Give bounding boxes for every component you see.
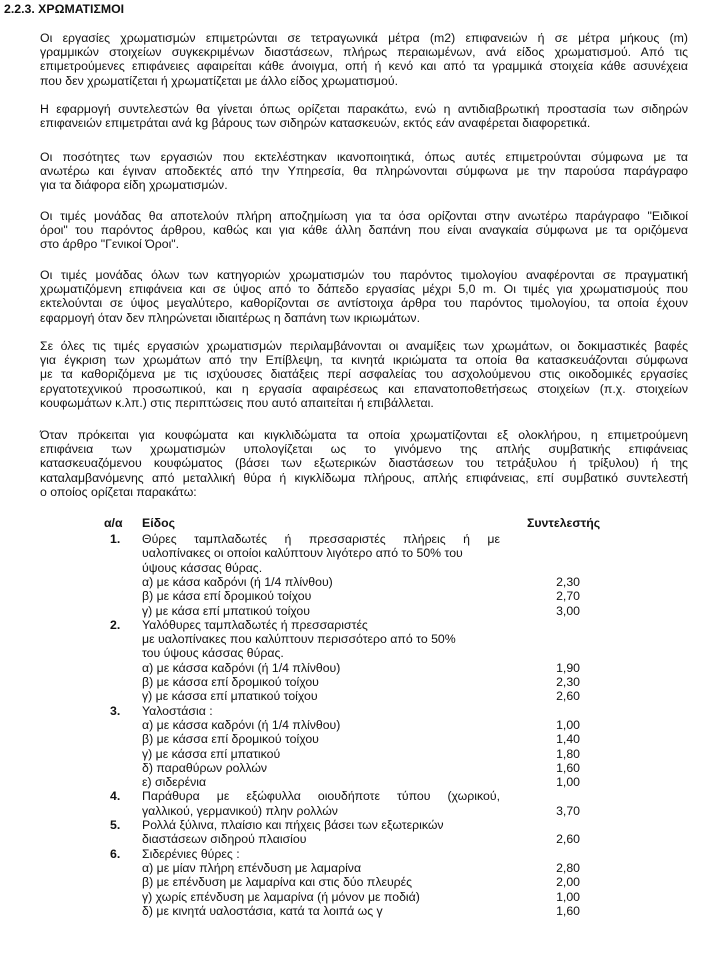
- paragraph-line: Όταν πρόκειται για κουφώματα και κιγκλιδώματα τα οποία χρωματίζονται εξ ολοκλήρου, η επιμετρούμενη: [40, 428, 688, 442]
- row-description: δ) με κινητά υαλοστάσια, κατά τα λοιπά ως γ: [142, 903, 383, 918]
- row-coefficient: 1,60: [556, 760, 580, 775]
- paragraph-line: κουφωμάτων κ.λπ.) στις περιπτώσεις που αυτό απαιτείται ή επιβάλλεται.: [40, 395, 434, 410]
- row-number: 4.: [110, 789, 121, 804]
- row-coefficient: 2,60: [556, 689, 580, 704]
- row-coefficient: 3,70: [556, 803, 580, 818]
- paragraph-line: κατασκευαζόμενου κουφώματος (βάσει των εξωτερικών διαστάσεων του τετράξυλου ή τρίξυλου) ή της: [40, 456, 688, 471]
- paragraph-line: για τα διάφορα είδη χρωματισμών.: [40, 178, 228, 193]
- row-coefficient: 1,90: [556, 660, 580, 675]
- row-coefficient: 1,00: [556, 889, 580, 904]
- row-coefficient: 2,70: [556, 589, 580, 604]
- paragraph-line: ο οποίος ορίζεται παρακάτω:: [40, 484, 197, 499]
- table-header-coefficient: Συντελεστής: [527, 516, 601, 530]
- row-coefficient: 2,30: [556, 574, 580, 589]
- row-coefficient: 1,40: [556, 732, 580, 747]
- row-description: β) με επένδυση με λαμαρίνα και στις δύο πλευρές: [142, 875, 413, 890]
- table-header-index: α/α: [104, 516, 123, 530]
- row-number: 6.: [110, 846, 121, 861]
- paragraph: [40, 31, 688, 88]
- section-heading: 2.2.3. ΧΡΩΜΑΤΙΣΜΟΙ: [4, 2, 125, 16]
- paragraph: [40, 428, 688, 499]
- paragraph-line: με τα καθοριζόμενα με τις ισχύουσες διατάξεις περί ασφαλείας του ασχολούμενου στις οικοδομικές εργασίες: [40, 367, 688, 382]
- row-coefficient: 2,60: [556, 832, 580, 847]
- table-header-item: Είδος: [142, 516, 175, 530]
- paragraph-line: επιφανειών επιμετράται ανά kg βάρους των σιδηρών κατασκευών, εκτός εάν αναφέρεται διαφορετικά.: [40, 116, 591, 131]
- row-description: Υαλοστάσια :: [142, 703, 213, 718]
- paragraph-line: εκτελούνται σε ύψος μεγαλύτερο, καθορίζονται σε αντίστοιχα άρθρα του παρόντος τιμολογίου, τα οποία έχουν: [40, 296, 688, 311]
- paragraph-line: Οι τιμές μονάδας θα αποτελούν πλήρη αποζημίωση για τα όσα ορίζονται στην ανωτέρω παράγραφο "Ειδικοί: [40, 209, 688, 223]
- row-description: α) με κάσσα καδρόνι (ή 1/4 πλίνθου): [142, 717, 341, 732]
- row-description: Ρολλά ξύλινα, πλαίσιο και πήχεις βάσει των εξωτερικών: [142, 818, 444, 832]
- row-description: δ) παραθύρων ρολλών: [142, 760, 268, 775]
- paragraph-line: Η εφαρμογή συντελεστών θα γίνεται όπως ορίζεται παρακάτω, ενώ η αντιδιαβρωτική προστασία των σιδηρών: [40, 102, 688, 116]
- row-description: Θύρες ταμπλαδωτές ή πρεσσαριστές πλήρεις ή με: [142, 532, 500, 546]
- row-description: γ) χωρίς επένδυση με λαμαρίνα (ή μόνον με ποδιά): [142, 889, 420, 904]
- paragraph-line: εργατοτεχνικού προσωπικού, και η εργασία αφαιρέσεως και επανατοποθετήσεως στοιχείων (π.χ. στοιχείων: [40, 381, 688, 396]
- row-description: γαλλικού, γερμανικού) πλην ρολλών: [142, 803, 338, 818]
- row-coefficient: 2,00: [556, 875, 580, 890]
- row-description: α) με μίαν πλήρη επένδυση με λαμαρίνα: [142, 860, 362, 875]
- row-number: 3.: [110, 703, 121, 718]
- row-number: 2.: [110, 617, 121, 632]
- paragraph-line: γραμμικών στοιχείων συγκεκριμένων διαστάσεων, πλήρως περαιωμένων, ανά είδος χρωματισμού. Από τις: [40, 45, 688, 60]
- row-description: υαλοπίνακες οι οποίοι καλύπτουν λιγότερο από το 50% του: [142, 546, 463, 561]
- row-description: με υαλοπίνακες που καλύπτουν περισσότερο από το 50%: [142, 632, 456, 647]
- paragraph: [40, 209, 688, 252]
- row-number: 5.: [110, 818, 121, 832]
- row-description: γ) με κάσσα επί μπατικού: [142, 746, 281, 761]
- row-coefficient: 1,60: [556, 903, 580, 918]
- row-description: Παράθυρα με εξώφυλλα οιουδήποτε τύπου (χωρικού,: [142, 789, 500, 804]
- paragraph: [40, 339, 688, 410]
- row-description: α) με κάσσα καδρόνι (ή 1/4 πλίνθου): [142, 660, 341, 675]
- paragraph-line: Οι τιμές μονάδας όλων των κατηγοριών χρωματισμών του παρόντος τιμολογίου αναφέρονται σε πραγματική: [40, 268, 688, 282]
- row-description: του ύψους κάσσας θύρας.: [142, 646, 284, 661]
- paragraph-line: καταλαμβανόμενης από μεταλλική θύρα ή κιγκλίδωμα πλήρους, απλής επιφάνειας, επί συμβατικό συντελεστή: [40, 470, 688, 485]
- paragraph: [40, 150, 688, 193]
- paragraph: [40, 268, 688, 325]
- paragraph-line: ανωτέρω και έγιναν αποδεκτές από την Υπηρεσία, θα πληρώνονται σύμφωνα με την παρούσα παράγραφο: [40, 164, 688, 179]
- row-description: ύψους κάσσας θύρας.: [142, 560, 263, 575]
- paragraph-line: Οι εργασίες χρωματισμών επιμετρώνται σε τετραγωνικά μέτρα (m2) επιφανειών ή σε μέτρα μήκους (m): [40, 31, 688, 45]
- row-description: γ) με κάσσα επί μπατικού τοίχου: [142, 689, 318, 704]
- row-description: α) με κάσα καδρόνι (ή 1/4 πλίνθου): [142, 574, 333, 589]
- row-coefficient: 3,00: [556, 603, 580, 618]
- row-description: β) με κάσσα επί δρομικού τοίχου: [142, 675, 319, 689]
- paragraph: [40, 102, 688, 130]
- row-description: γ) με κάσα επί μπατικού τοίχου: [142, 603, 310, 618]
- paragraph-line: στο άρθρο "Γενικοί Όροι".: [40, 237, 180, 252]
- paragraph-line: επιμετρούμενες επιφάνειες αφαιρείται κάθε άνοιγμα, οπή ή κενό και από τα γραμμικά στοιχεία κάθε ασυνέχεια: [40, 59, 688, 74]
- paragraph-line: εφαρμογή όταν δεν πληρώνεται ιδιαιτέρως η δαπάνη των ικριωμάτων.: [40, 310, 421, 325]
- paragraph-line: χρωματιζόμενη επιφάνεια και σε ύψος από το δάπεδο εργασίας μέχρι 5,0 m. Οι τιμές για χρωματισμούς που: [40, 282, 688, 297]
- paragraph-line: επιφάνεια των χρωματισμών υπολογίζεται ως το γινόμενο της απλής συμβατικής επιφάνειας: [40, 442, 688, 457]
- row-coefficient: 1,00: [556, 775, 580, 790]
- row-description: Υαλόθυρες ταμπλαδωτές ή πρεσσαριστές: [142, 617, 368, 632]
- paragraph-line: Οι ποσότητες των εργασιών που εκτελέστηκαν ικανοποιητικά, όπως αυτές επιμετρούνται σύμφωνα με τα: [40, 150, 688, 164]
- paragraph-line: που δεν χρωματίζεται ή χρωματίζεται με άλλο είδος χρωματισμού.: [40, 73, 398, 88]
- row-coefficient: 1,00: [556, 717, 580, 732]
- row-description: β) με κάσσα επί δρομικού τοίχου: [142, 732, 319, 747]
- paragraph-line: όροι" του παρόντος άρθρου, καθώς και για κάθε άλλη δαπάνη που είναι αναγκαία σύμφωνα με τα οριζόμενα: [40, 223, 688, 238]
- row-description: ε) σιδερένια: [142, 775, 207, 790]
- row-coefficient: 2,30: [556, 675, 580, 689]
- row-number: 1.: [110, 532, 121, 546]
- paragraph-line: για έγκριση των χρωμάτων από την Επίβλεψη, τα κινητά ικριώματα τα οποία θα κατασκευάζονται σύμφωνα: [40, 353, 688, 368]
- row-description: Σιδερένιες θύρες :: [142, 846, 240, 861]
- row-coefficient: 2,80: [556, 860, 580, 875]
- row-description: β) με κάσα επί δρομικού τοίχου: [142, 589, 312, 604]
- paragraph-line: Σε όλες τις τιμές εργασιών χρωματισμών περιλαμβάνονται οι αναμίξεις των χρωμάτων, οι δοκιμαστικές βαφές: [40, 339, 688, 353]
- row-description: διαστάσεων σιδηρού πλαισίου: [142, 832, 307, 847]
- row-coefficient: 1,80: [556, 746, 580, 761]
